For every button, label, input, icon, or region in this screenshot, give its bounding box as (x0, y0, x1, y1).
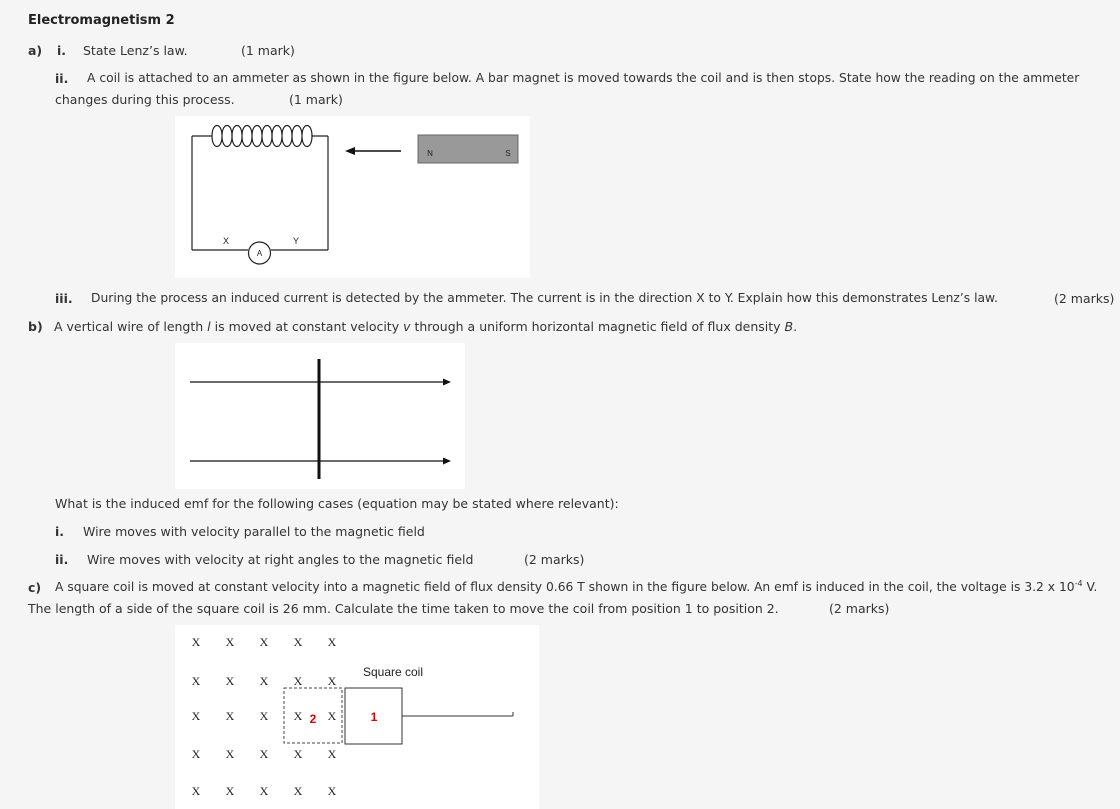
magnet-south-label: S (505, 149, 511, 158)
field-x-symbol: X (293, 674, 303, 688)
field-x-symbol: X (225, 784, 235, 798)
field-x-symbol: X (225, 674, 235, 688)
field-x-symbol: X (327, 635, 337, 649)
wire-field-figure (175, 343, 465, 489)
square-coil-figure (175, 625, 539, 809)
part-a-i-number: i. (57, 43, 67, 58)
field-x-symbol: X (191, 747, 201, 761)
field-x-symbol: X (293, 635, 303, 649)
page-title: Electromagnetism 2 (28, 13, 175, 28)
field-x-symbol: X (225, 635, 235, 649)
terminal-y-label: Y (292, 236, 300, 246)
bar-magnet (418, 135, 518, 163)
part-c-line1: A square coil is moved at constant velocity into a magnetic field of flux density 0.66 T shown in the figure below. An emf is induced in the coil, the voltage is 3.2 x $10^{-4}$ V. (55, 579, 1098, 594)
field-x-symbol: X (327, 747, 337, 761)
terminal-x-label: X (222, 236, 230, 246)
part-b-i-number: i. (55, 524, 65, 539)
part-a-i-marks: (1 mark) (241, 43, 295, 58)
part-b-ii-text: Wire moves with velocity at right angles to the magnetic field (87, 552, 474, 567)
field-x-symbol: X (259, 747, 269, 761)
field-x-symbol: X (191, 709, 201, 723)
field-x-symbol: X (293, 747, 303, 761)
coil-spring (192, 126, 328, 147)
part-b-question: What is the induced emf for the following cases (equation may be stated where relevant): (55, 496, 619, 511)
field-x-symbol: X (225, 747, 235, 761)
part-b-i-text: Wire moves with velocity parallel to the magnetic field (83, 524, 425, 539)
part-a-i-text: State Lenz’s law. (83, 43, 188, 58)
part-a-iii-marks: (2 marks) (1054, 291, 1115, 306)
field-x-symbol: X (259, 674, 269, 688)
part-b-ii-marks: (2 marks) (524, 552, 585, 567)
field-x-symbol: X (293, 784, 303, 798)
part-c-label: c) (28, 580, 42, 595)
part-a-ii-line2: changes during this process. (55, 92, 235, 107)
field-x-symbol: X (191, 784, 201, 798)
magnet-motion-arrow (345, 147, 401, 155)
part-c-marks: (2 marks) (829, 601, 890, 616)
ammeter-label: A (256, 249, 263, 258)
field-x-symbol: X (259, 784, 269, 798)
field-x-symbol: X (191, 635, 201, 649)
part-a-ii-number: ii. (55, 71, 69, 86)
part-b-ii-number: ii. (55, 552, 69, 567)
field-x-symbol: X (191, 674, 201, 688)
field-x-symbol: X (327, 709, 337, 723)
part-a-iii-number: iii. (55, 291, 73, 306)
part-a-ii-marks: (1 mark) (289, 92, 343, 107)
position-2-label: 2 (309, 712, 317, 726)
field-x-symbol: X (259, 709, 269, 723)
part-b-statement: A vertical wire of length l is moved at constant velocity v through a uniform horizontal magnetic field of flux density B. (54, 319, 798, 334)
square-coil-label: Square coil (362, 665, 424, 679)
magnet-north-label: N (427, 149, 433, 158)
position-1-label: 1 (370, 710, 378, 724)
field-x-symbol: X (327, 674, 337, 688)
part-a-label: a) (28, 43, 43, 58)
part-b-label: b) (28, 319, 43, 334)
part-a-iii-text: During the process an induced current is detected by the ammeter. The current is in the direction X to Y. Explain how this demonstrates Lenz’s law. (91, 291, 998, 305)
part-c-line2: The length of a side of the square coil is 26 mm. Calculate the time taken to move the coil from position 1 to position 2. (28, 601, 779, 616)
field-x-symbol: X (327, 784, 337, 798)
field-x-symbol: X (293, 709, 303, 723)
part-a-ii-line1: A coil is attached to an ammeter as shown in the figure below. A bar magnet is moved towards the coil and is then stops. State how the reading on the ammeter (87, 71, 1080, 85)
field-x-symbol: X (225, 709, 235, 723)
field-x-symbol: X (259, 635, 269, 649)
coil-ammeter-figure (175, 116, 530, 278)
